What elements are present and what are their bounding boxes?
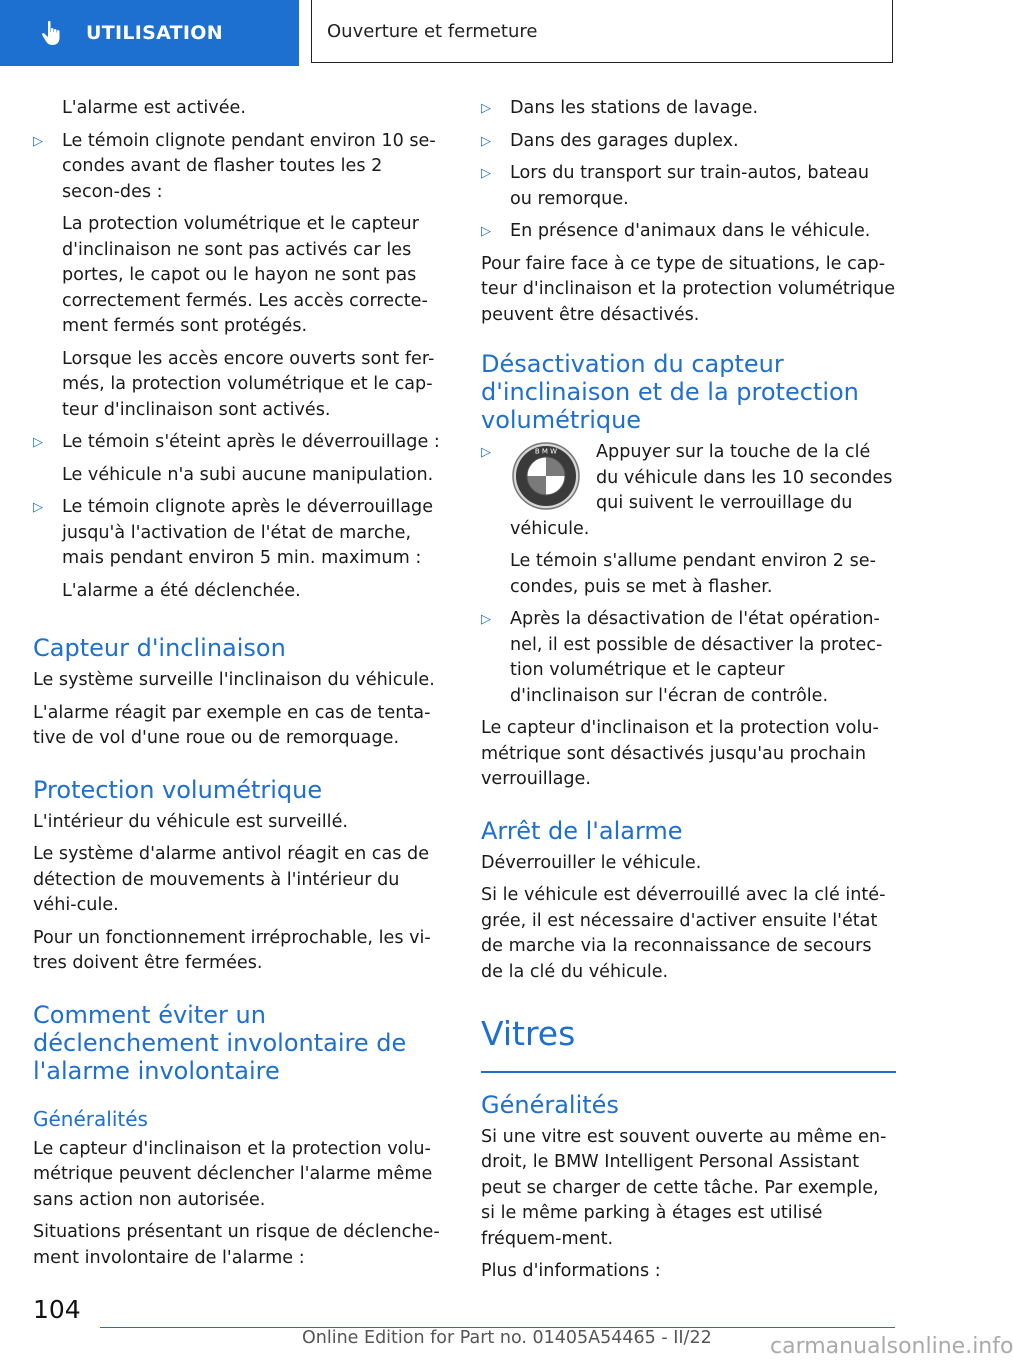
hand-pointer-icon	[38, 18, 68, 48]
paragraph: L'alarme est activée.	[62, 98, 246, 118]
heading-generalites-2: Généralités	[481, 1090, 619, 1119]
heading-arret: Arrêt de l'alarme	[481, 816, 683, 845]
paragraph: Si une vitre est souvent ouverte au même en-droit, le BMW Intelligent Personal Assistant peut se charger de cette tâche. Par exemple, si le même parking à étages est utilisé fréquem-ment.	[481, 1126, 887, 1249]
list-item	[481, 440, 896, 542]
list-item: ▷ En présence d'animaux dans le véhicule.	[481, 219, 896, 245]
paragraph: Lorsque les accès encore ouverts sont fer-més, la protection volumétrique et le cap-teur d'inclinaison sont activés.	[62, 348, 435, 420]
left-column	[33, 96, 443, 1278]
paragraph: Pour faire face à ce type de situations, le cap-teur d'inclinaison et la protection volumétrique peuvent être désactivés.	[481, 253, 896, 325]
heading-vitres: Vitres	[481, 1014, 576, 1053]
chapter-title: Ouverture et fermeture	[327, 20, 538, 42]
section-header	[0, 0, 299, 66]
paragraph: Situations présentant un risque de déclenche-ment involontaire de l'alarme :	[33, 1222, 440, 1268]
paragraph: La protection volumétrique et le capteur d'inclinaison ne sont pas activés car les portes, le capot ou le hayon ne sont pas correctement fermés. Les accès correcte-ment fermés sont protégés.	[62, 214, 428, 336]
svg-text:B M W: ▷ B M W	[534, 447, 558, 456]
list-item: ▷ Le témoin clignote pendant environ 10 se-condes avant de flasher toutes les 2 secon-des :	[33, 129, 443, 206]
paragraph: L'alarme a été déclenchée.	[62, 580, 301, 601]
bmw-logo-icon	[512, 442, 580, 510]
paragraph: Si le véhicule est déverrouillé avec la clé inté-grée, il est nécessaire d'activer ensuite l'état de marche via la reconnaissance de secours de la clé du véhicule.	[481, 885, 886, 982]
heading-eviter: Comment éviter un déclenchement involontaire de l'alarme involontaire	[33, 1000, 407, 1085]
footer-edition: Online Edition for Part no. 01405A54465 - II/22	[302, 1328, 712, 1348]
list-item: ▷ Le témoin s'éteint après le déverrouillage :	[33, 430, 443, 456]
list-item: ▷ Dans les stations de lavage.	[481, 96, 896, 122]
paragraph: L'intérieur du véhicule est surveillé.	[33, 811, 348, 832]
paragraph: Le témoin s'allume pendant environ 2 se-condes, puis se met à flasher.	[510, 551, 876, 597]
list-item: ▷ Dans des garages duplex.	[481, 129, 896, 155]
paragraph: Le système d'alarme antivol réagit en cas de détection de mouvements à l'intérieur du véhi-cule.	[33, 844, 430, 915]
heading-protection: Protection volumétrique	[33, 775, 323, 804]
heading-generalites: Généralités	[33, 1106, 148, 1131]
section-rule	[481, 1071, 896, 1073]
right-column	[481, 96, 896, 1292]
list-item: ▷ Lors du transport sur train-autos, bateau ou remorque.	[481, 161, 896, 212]
section-title: UTILISATION	[86, 22, 223, 44]
paragraph: Déverrouiller le véhicule.	[481, 852, 702, 873]
list-item-text: Appuyer sur la touche de la clé du véhicule dans les 10 secondes qui suivent le verrouillage du véhicule.	[510, 442, 893, 539]
watermark: carmanualsonline.info	[770, 1334, 1013, 1359]
chapter-header	[311, 0, 893, 63]
list-item: ▷ Après la désactivation de l'état opération-nel, il est possible de désactiver la protec-tion volumétrique et le capteur d'inclinaison sur l'écran de contrôle.	[481, 607, 896, 709]
paragraph: Le véhicule n'a subi aucune manipulation.	[62, 464, 434, 485]
heading-capteur: Capteur d'inclinaison	[33, 634, 286, 662]
paragraph: Pour un fonctionnement irréprochable, les vi-tres doivent être fermées.	[33, 927, 431, 973]
page-number: 104	[33, 1295, 81, 1324]
paragraph: L'alarme réagit par exemple en cas de tenta-tive de vol d'une roue ou de remorquage.	[33, 702, 431, 748]
paragraph: Le capteur d'inclinaison et la protection volu-métrique peuvent déclencher l'alarme même sans action non autorisée.	[33, 1138, 433, 1210]
heading-desactivation: Désactivation du capteur d'inclinaison et de la protection volumétrique	[481, 350, 859, 434]
paragraph: Le système surveille l'inclinaison du véhicule.	[33, 670, 435, 690]
paragraph: Plus d'informations :	[481, 1261, 661, 1281]
paragraph: Le capteur d'inclinaison et la protection volu-métrique sont désactivés jusqu'au prochain verrouillage.	[481, 718, 879, 789]
list-item: ▷ Le témoin clignote après le déverrouillage jusqu'à l'activation de l'état de marche, mais pendant environ 5 min. maximum :	[33, 495, 443, 572]
